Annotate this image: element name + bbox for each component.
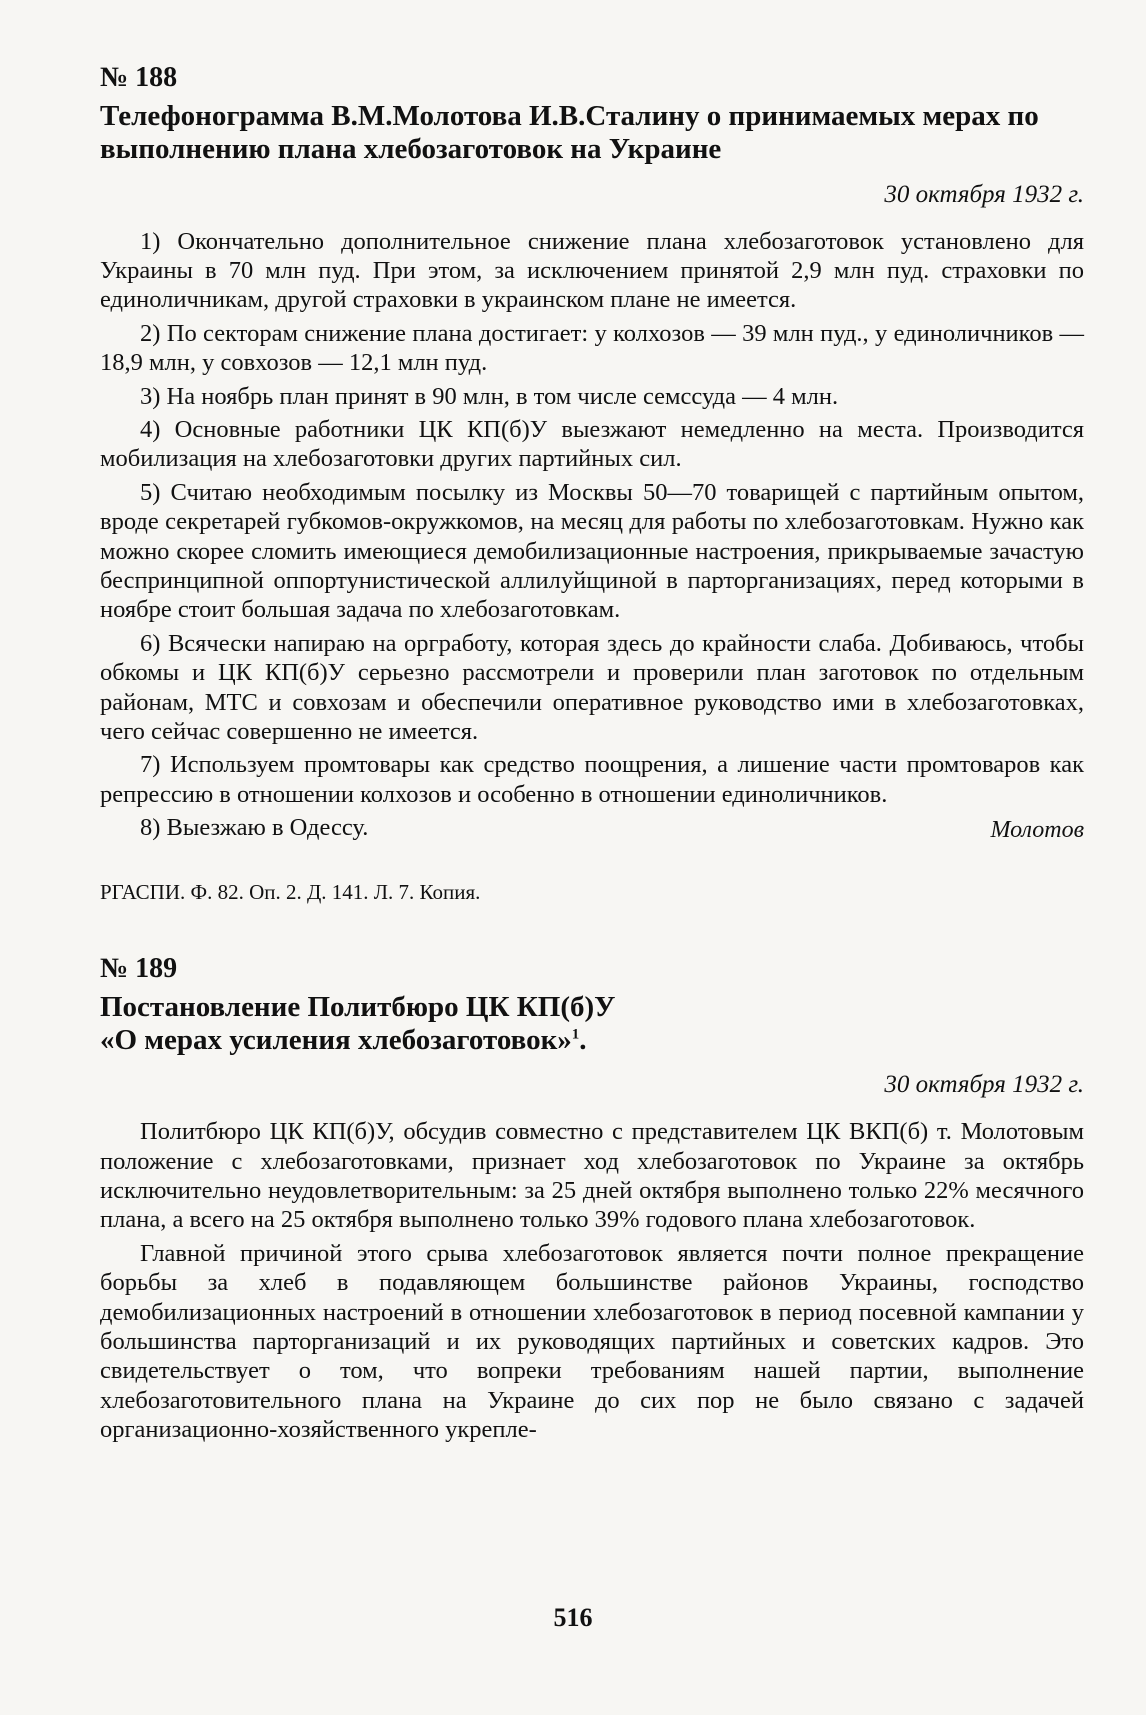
page-number: 516 bbox=[553, 1603, 593, 1632]
document-title bbox=[100, 991, 1084, 1058]
document-189 bbox=[100, 953, 1084, 1445]
paragraph: Главной причиной этого срыва хлебозаготовок является почти полное прекращение борьбы за хлеб в подавляющем большинстве районов Украины, господство демобилизационных настроений в отношении хлебозаготовок в период посевной кампании у большинства парторганизаций и их руководящих партийных и советских кадров. Это свидетельствует о том, что вопреки требованиям нашей партии, выполнение хлебозаготовительного плана на Украине до сих пор не было связано с задачей организационно-хозяйственного укрепле- bbox=[100, 1239, 1084, 1444]
paragraph: 8) Выезжаю в Одессу. bbox=[140, 814, 369, 842]
paragraph: 6) Всячески напираю на оргработу, которая здесь до крайности слаба. Добиваюсь, чтобы обкомы и ЦК КП(б)У серьезно рассмотрели и проверили план заготовок по отдельным районам, МТС и совхозам и обеспечили оперативное руководство ими в хлебозаготовках, чего сейчас совершенно не имеется. bbox=[100, 629, 1084, 745]
document-188 bbox=[100, 62, 1084, 905]
paragraph: 5) Считаю необходимым посылку из Москвы 50—70 товарищей с партийным опытом, вроде секретарей губкомов-окружкомов, на месяц для работы по хлебозаготовкам. Нужно как можно скорее сломить имеющиеся демобилизационные настроения, прикрываемые зачастую беспринципной оппортунистической аллилуйщиной в парторганизациях, перед которыми в ноябре стоит большая задача по хлебозаготовкам. bbox=[100, 478, 1084, 624]
document-date: 30 октября 1932 г. bbox=[884, 180, 1084, 208]
paragraph: 3) На ноябрь план принят в 90 млн, в том числе семссуда — 4 млн. bbox=[140, 382, 839, 410]
title-line-1: Постановление Политбюро ЦК КП(б)У bbox=[100, 990, 616, 1023]
document-date: 30 октября 1932 г. bbox=[884, 1071, 1084, 1099]
paragraph: 7) Используем промтовары как средство поощрения, а лишение части промтоваров как репрессию в отношении колхозов и особенно в отношении единоличников. bbox=[100, 751, 1084, 808]
paragraph: 1) Окончательно дополнительное снижение плана хлебозаготовок установлено для Украины в 70 млн пуд. При этом, за исключением принятой 2,9 млн пуд. страховки по единоличникам, другой страховки в украинском плане не имеется. bbox=[100, 227, 1084, 314]
document-title: Телефонограмма В.М.Молотова И.В.Сталину о принимаемых мерах по выполнению плана хлебозаготовок на Украине bbox=[100, 100, 1039, 166]
title-line-2: «О мерах усиления хлебозаготовок» bbox=[100, 1023, 572, 1056]
paragraph: 4) Основные работники ЦК КП(б)У выезжают немедленно на места. Производится мобилизация на хлебозаготовки других партийных сил. bbox=[100, 416, 1084, 473]
document-number: № 189 bbox=[100, 952, 178, 984]
title-end: . bbox=[579, 1023, 587, 1056]
paragraph: 2) По секторам снижение плана достигает: у колхозов — 39 млн пуд., у единоличников — 18,9 млн, у совхозов — 12,1 млн пуд. bbox=[100, 319, 1084, 377]
footnote-mark[interactable]: 1 bbox=[571, 1026, 580, 1043]
signature: Молотов bbox=[990, 816, 1084, 843]
document-number: № 188 bbox=[100, 62, 178, 93]
archive-source: РГАСПИ. Ф. 82. Оп. 2. Д. 141. Л. 7. Копия. bbox=[100, 879, 481, 904]
paragraph: Политбюро ЦК КП(б)У, обсудив совместно с представителем ЦК ВКП(б) т. Молотовым положение с хлебозаготовками, признает ход хлебозаготовок по Украине за октябрь исключительно неудовлетворительным: за 25 дней октября выполнено только 22% месячного плана, а всего на 25 октября выполнено только 39% годового плана хлебозаготовок. bbox=[100, 1118, 1084, 1234]
